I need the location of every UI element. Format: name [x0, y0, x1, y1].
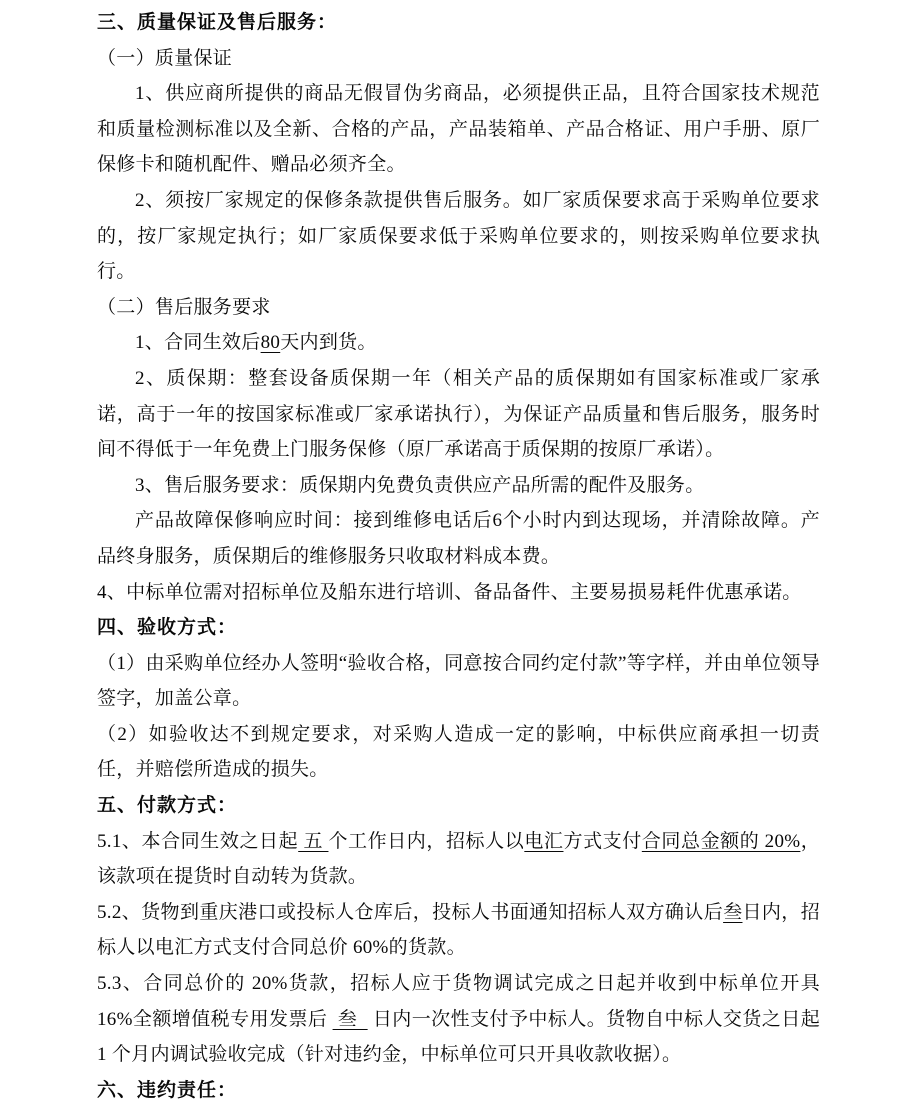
text-run: 1、合同生效后	[135, 332, 261, 354]
payment-clause-5-2	[97, 895, 820, 966]
text-run: （1）由采购单位经办人签明“验收合格，同意按合同约定付款”等字样，并由单位领导签字，加盖公章。	[97, 652, 820, 710]
text-run: 三、质量保证及售后服务：	[97, 12, 338, 33]
section-heading-3	[97, 5, 820, 41]
clause-2-title	[97, 290, 820, 326]
text-run: 日内一次性支付予中标人。货物自中标人交货之日起 1 个月内调试验收完成（针对违约金，中标单位可只开具收款收据）。	[97, 1008, 821, 1066]
item-4-training	[97, 575, 820, 611]
text-run: 5.2、货物到重庆港口或投标人仓库后，投标人书面通知招标人双方确认后	[97, 901, 724, 923]
section-heading-6	[97, 1073, 820, 1108]
clause-2-item-1	[97, 325, 820, 361]
underlined-fill-in: 合同总金额的 20%	[641, 830, 801, 852]
underlined-fill-in: 叁	[332, 1008, 368, 1030]
underlined-fill-in: 80	[260, 332, 281, 354]
payment-clause-5-1	[97, 824, 820, 895]
underlined-fill-in: 五	[298, 830, 329, 852]
text-run: （二）售后服务要求	[97, 296, 271, 318]
text-run: 2、须按厂家规定的保修条款提供售后服务。如厂家质保要求高于采购单位要求的，按厂家规定执行；如厂家质保要求低于采购单位要求的，则按采购单位要求执行。	[97, 189, 820, 283]
text-run: 5.3、合同总价的 20%货款，招标人应于货物调试完成之日起并收到中标单位开具 16%全额增值税专用发票后	[97, 973, 820, 1030]
clause-2-response-time	[97, 503, 820, 574]
clause-1-title	[97, 41, 820, 77]
text-run: 4、中标单位需对招标单位及船东进行培训、备品备件、主要易损易耗件优惠承诺。	[97, 581, 802, 603]
clause-2-item-3	[97, 468, 820, 504]
text-run: （一）质量保证	[97, 47, 233, 69]
text-run: 五、付款方式：	[97, 795, 238, 817]
text-run: 方式支付	[563, 830, 642, 852]
text-run: ，该款项在提货时自动转为货款。	[97, 830, 820, 888]
acceptance-item-2	[97, 717, 820, 788]
text-run: 5.1、本合同生效之日起	[97, 830, 299, 852]
clause-2-item-2	[97, 361, 820, 468]
section-heading-5	[97, 788, 820, 824]
text-run: 产品故障保修响应时间：接到维修电话后6个小时内到达现场，并清除故障。产品终身服务，质保期后的维修服务只收取材料成本费。	[97, 510, 820, 567]
text-run: 1、供应商所提供的商品无假冒伪劣商品，必须提供正品，且符合国家技术规范和质量检测标准以及全新、合格的产品，产品装箱单、产品合格证、用户手册、原厂保修卡和随机配件、赠品必须齐全。	[97, 83, 820, 176]
clause-1-item-2	[97, 183, 820, 290]
underlined-fill-in: 叁	[723, 901, 743, 923]
text-run: 日内，招标人以电汇方式支付合同总价 60%的货款。	[97, 901, 820, 959]
section-heading-4	[97, 610, 820, 646]
document-body	[97, 5, 820, 1108]
clause-1-item-1	[97, 76, 820, 183]
text-run: 3、售后服务要求：质保期内免费负责供应产品所需的配件及服务。	[135, 474, 705, 496]
underlined-fill-in: 电汇	[524, 830, 564, 852]
payment-clause-5-3	[97, 966, 820, 1073]
text-run: （2）如验收达不到规定要求，对采购人造成一定的影响，中标供应商承担一切责任，并赔偿所造成的损失。	[97, 723, 820, 781]
text-run: 个工作日内，招标人以	[328, 830, 525, 852]
text-run: 四、验收方式：	[97, 617, 238, 639]
text-run: 天内到货。	[280, 332, 377, 354]
text-run: 六、违约责任：	[97, 1079, 238, 1101]
text-run: 2、质保期：整套设备质保期一年（相关产品的质保期如有国家标准或厂家承诺，高于一年的按国家标准或厂家承诺执行），为保证产品质量和售后服务，服务时间不得低于一年免费上门服务保修（原厂承诺高于质保期的按原厂承诺）。	[97, 367, 820, 461]
acceptance-item-1	[97, 646, 820, 717]
